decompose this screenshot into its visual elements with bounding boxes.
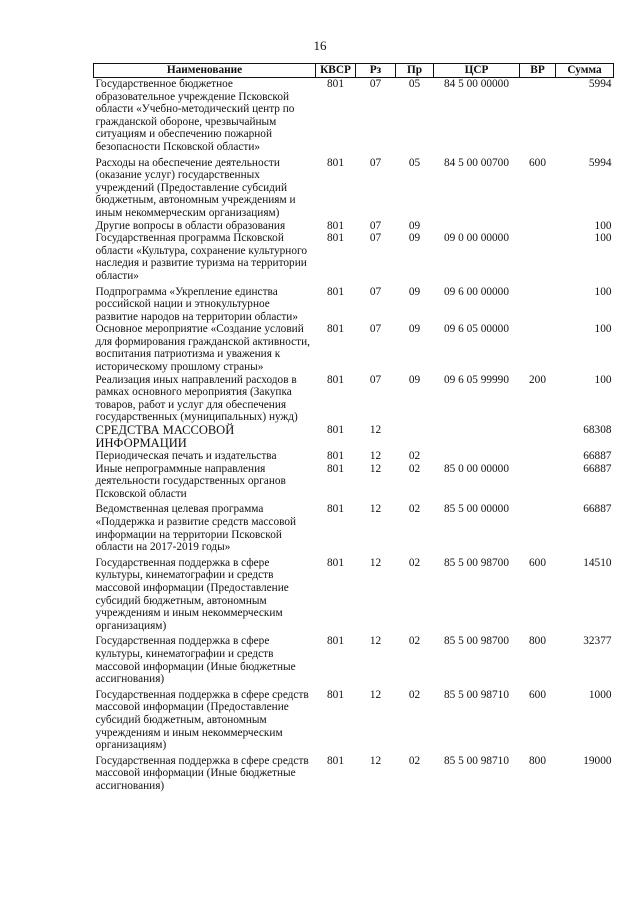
row-rz: 12	[369, 424, 382, 437]
row-name: Основное мероприятие «Создание условий для формирования гражданской активности, воспитания патриотизма и уважения к историческому прошлому страны»	[95, 323, 310, 374]
table-row	[94, 154, 614, 220]
row-kvsr: 801	[327, 424, 344, 437]
row-kvsr: 801	[327, 78, 344, 90]
header-rz: Рз	[356, 64, 396, 78]
row-csr: 09 6 05 99990	[444, 373, 509, 386]
row-vr: 200	[529, 373, 546, 386]
row-name: Иные непрограммные направления деятельности государственных органов Псковской области	[95, 462, 286, 500]
row-name: Государственная поддержка в сфере культуры, кинематографии и средств массовой информации (Иные бюджетные ассигнования)	[95, 635, 296, 686]
row-sum: 19000	[583, 754, 612, 767]
row-rz: 07	[369, 156, 382, 169]
table-row	[94, 632, 614, 685]
row-pr: 09	[408, 232, 421, 245]
row-csr: 09 6 05 00000	[444, 323, 509, 336]
row-sum: 100	[594, 323, 612, 336]
row-kvsr: 801	[327, 635, 344, 648]
row-pr: 02	[408, 462, 421, 475]
row-vr	[520, 323, 556, 373]
row-rz: 07	[369, 285, 382, 298]
table-row	[94, 374, 614, 424]
row-rz: 07	[369, 323, 382, 336]
row-name: Государственная поддержка в сфере средств массовой информации (Предоставление субсидий бюджетным, автономным учреждениям и иным некоммерческим организациям)	[95, 688, 309, 752]
row-name: Государственное бюджетное образовательное учреждение Псковской области «Учебно-методический центр по гражданской обороне, чрезвычайным ситуациям и обеспечению пожарной безопасности Псковской области»	[95, 78, 295, 153]
row-pr: 02	[408, 450, 421, 463]
row-pr: 05	[408, 156, 421, 169]
row-csr: 85 5 00 98710	[444, 754, 509, 767]
row-pr: 09	[408, 323, 421, 336]
row-rz: 07	[369, 373, 382, 386]
row-vr: 600	[529, 688, 546, 701]
row-pr: 02	[408, 688, 421, 701]
row-csr: 85 5 00 98710	[444, 688, 509, 701]
row-rz: 12	[369, 688, 382, 701]
row-rz: 12	[369, 635, 382, 648]
row-sum: 100	[594, 232, 612, 245]
row-vr	[520, 463, 556, 501]
row-name: Ведомственная целевая программа «Поддержка и развитие средств массовой информации на территории Псковской области на 2017-2019 годы»	[95, 503, 297, 554]
row-sum: 14510	[583, 556, 612, 569]
row-rz: 12	[369, 462, 382, 475]
row-csr	[434, 220, 520, 233]
header-sum: Сумма	[556, 64, 614, 78]
row-sum: 100	[594, 219, 612, 232]
row-rz: 07	[369, 78, 382, 90]
row-vr	[520, 450, 556, 463]
table-row	[94, 323, 614, 373]
row-csr	[434, 450, 520, 463]
page-number: 16	[313, 38, 327, 53]
row-sum: 100	[594, 373, 612, 386]
row-pr: 09	[408, 373, 421, 386]
row-name: Государственная программа Псковской области «Культура, сохранение культурного наследия и развитие туризма на территории области»	[95, 232, 307, 282]
row-rz: 07	[369, 219, 382, 232]
row-name: СРЕДСТВА МАССОВОЙ ИНФОРМАЦИИ	[95, 423, 235, 451]
header-csr: ЦСР	[434, 64, 520, 78]
row-kvsr: 801	[327, 688, 344, 701]
row-pr: 09	[408, 219, 421, 232]
row-rz: 12	[369, 754, 382, 767]
row-pr	[396, 424, 434, 450]
row-vr	[520, 500, 556, 553]
row-rz: 12	[369, 450, 382, 463]
table-row	[94, 283, 614, 324]
row-vr	[520, 232, 556, 282]
row-kvsr: 801	[327, 156, 344, 169]
row-pr: 05	[408, 78, 421, 90]
table-row	[94, 752, 614, 793]
header-name: Наименование	[94, 64, 316, 78]
header-vr: ВР	[520, 64, 556, 78]
row-name: Государственная поддержка в сфере средств массовой информации (Иные бюджетные ассигнования)	[95, 754, 309, 792]
row-name: Периодическая печать и издательства	[95, 450, 277, 463]
row-vr: 600	[529, 156, 546, 169]
row-vr	[520, 78, 556, 154]
row-vr: 600	[529, 556, 546, 569]
row-sum: 5994	[588, 78, 612, 90]
row-csr: 84 5 00 00000	[444, 78, 509, 90]
table-row	[94, 450, 614, 463]
row-name: Расходы на обеспечение деятельности (оказание услуг) государственных учреждений (Предоставление субсидий бюджетным, автономным учреждениям и иным некоммерческим организациям)	[95, 156, 296, 219]
header-pr: Пр	[396, 64, 434, 78]
table-row	[94, 686, 614, 752]
table-row	[94, 500, 614, 553]
row-pr: 02	[408, 556, 421, 569]
row-rz: 07	[369, 232, 382, 245]
row-vr	[520, 220, 556, 233]
row-csr: 85 5 00 98700	[444, 556, 509, 569]
row-name: Реализация иных направлений расходов в рамках основного мероприятия (Закупка товаров, работ и услуг для обеспечения государственных (муниципальных) нужд)	[95, 373, 298, 424]
table-header-row	[94, 64, 614, 78]
row-sum: 66887	[583, 503, 612, 516]
row-rz: 12	[369, 503, 382, 516]
row-kvsr: 801	[327, 219, 344, 232]
budget-table	[93, 63, 614, 792]
row-pr: 02	[408, 635, 421, 648]
row-vr	[520, 424, 556, 450]
row-kvsr: 801	[327, 373, 344, 386]
row-csr: 84 5 00 00700	[444, 156, 509, 169]
row-kvsr: 801	[327, 754, 344, 767]
row-sum: 5994	[588, 156, 612, 169]
row-vr: 800	[529, 635, 546, 648]
row-sum: 1000	[588, 688, 612, 701]
row-rz: 12	[369, 556, 382, 569]
row-csr: 85 0 00 00000	[444, 462, 509, 475]
row-sum: 100	[594, 285, 612, 298]
row-kvsr: 801	[327, 323, 344, 336]
table-row	[94, 424, 614, 450]
row-kvsr: 801	[327, 503, 344, 516]
row-pr: 02	[408, 754, 421, 767]
table-row	[94, 78, 614, 154]
row-csr: 85 5 00 00000	[444, 503, 509, 516]
row-csr: 85 5 00 98700	[444, 635, 509, 648]
row-sum: 66887	[583, 462, 612, 475]
table-row	[94, 554, 614, 633]
row-name: Государственная поддержка в сфере культуры, кинематографии и средств массовой информации (Предоставление субсидий бюджетным, автономным учреждениям и иным некоммерческим организациям)	[95, 556, 289, 632]
row-kvsr: 801	[327, 462, 344, 475]
row-csr: 09 0 00 00000	[444, 232, 509, 245]
row-pr: 02	[408, 503, 421, 516]
row-pr: 09	[408, 285, 421, 298]
row-csr	[434, 424, 520, 450]
row-sum: 68308	[583, 424, 612, 437]
row-kvsr: 801	[327, 232, 344, 245]
row-name: Другие вопросы в области образования	[95, 219, 286, 232]
row-kvsr: 801	[327, 450, 344, 463]
row-vr: 800	[529, 754, 546, 767]
row-name: Подпрограмма «Укрепление единства российской нации и этнокультурное развитие народов на территории области»	[95, 285, 298, 323]
header-kvsr: КВСР	[316, 64, 356, 78]
row-kvsr: 801	[327, 556, 344, 569]
row-sum: 66887	[583, 450, 612, 463]
row-sum: 32377	[583, 635, 612, 648]
row-vr	[520, 283, 556, 324]
table-row	[94, 463, 614, 501]
row-csr: 09 6 00 00000	[444, 285, 509, 298]
row-kvsr: 801	[327, 285, 344, 298]
table-row	[94, 220, 614, 233]
table-row	[94, 232, 614, 282]
